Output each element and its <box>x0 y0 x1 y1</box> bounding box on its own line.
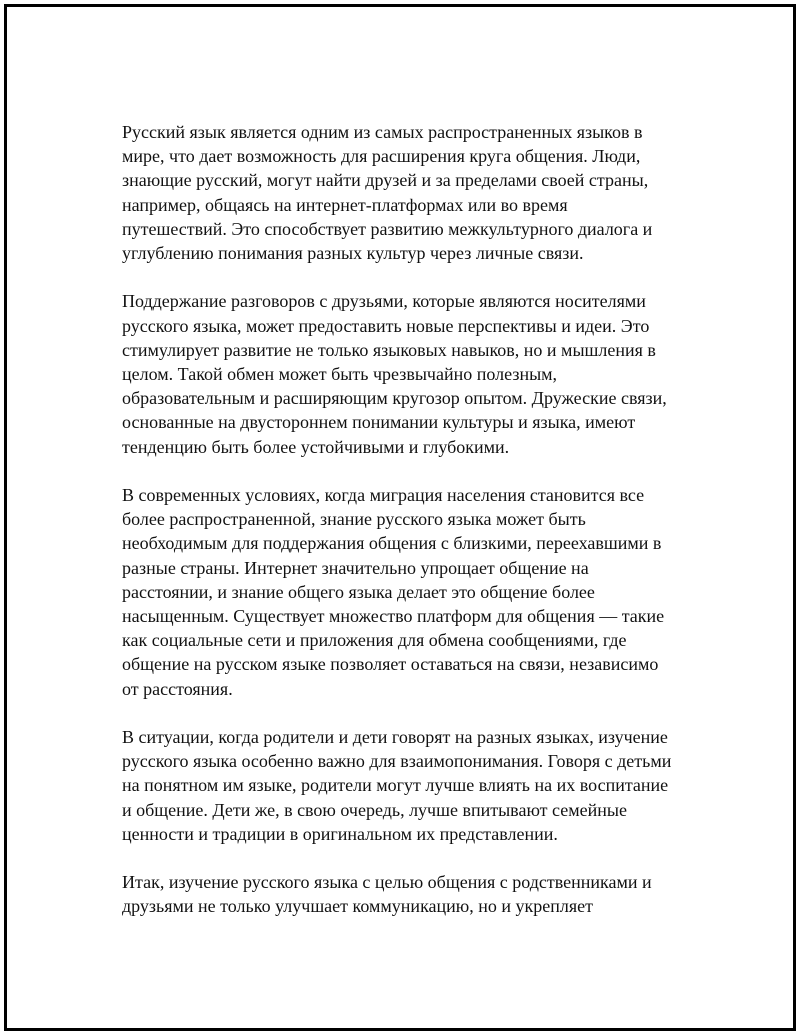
paragraph-line: знающие русский, могут найти друзей и за пределами своей страны, <box>122 170 649 191</box>
paragraph-line: мире, что дает возможность для расширения круга общения. Люди, <box>122 146 641 167</box>
paragraph-line: расстоянии, и знание общего языка делает это общение более <box>122 581 595 602</box>
paragraph-line: друзьями не только улучшает коммуникацию, но и укрепляет <box>122 896 593 917</box>
paragraph-line: насыщенным. Существует множество платформ для общения — такие <box>122 606 665 627</box>
paragraph-line: разные страны. Интернет значительно упрощает общение на <box>122 557 589 578</box>
paragraph-line: путешествий. Это способствует развитию межкультурного диалога и <box>122 218 653 239</box>
paragraph-line: В современных условиях, когда миграция населения становится все <box>122 485 645 506</box>
paragraph-line: общение на русском языке позволяет оставаться на связи, независимо <box>122 654 659 675</box>
paragraph-line: на понятном им языке, родители могут лучше влиять на их воспитание <box>122 775 669 796</box>
paragraph-line: как социальные сети и приложения для обмена сообщениями, где <box>122 630 627 651</box>
paragraph-line: тенденцию быть более устойчивыми и глубокими. <box>122 436 510 457</box>
paragraph-line: Поддержание разговоров с друзьями, которые являются носителями <box>122 291 646 312</box>
paragraph-line: стимулирует развитие не только языковых навыков, но и мышления в <box>122 339 656 360</box>
paragraph-line: например, общаясь на интернет-платформах или во время <box>122 194 568 215</box>
paragraph-line: В ситуации, когда родители и дети говорят на разных языках, изучение <box>122 727 668 748</box>
paragraph-line: углублению понимания разных культур через личные связи. <box>122 243 584 264</box>
paragraph-5 <box>122 870 687 918</box>
paragraph-line: более распространенной, знание русского языка может быть <box>122 509 586 530</box>
paragraph-4 <box>122 725 687 846</box>
paragraph-line: необходимым для поддержания общения с близкими, переехавшими в <box>122 533 662 554</box>
paragraph-2 <box>122 289 687 458</box>
paragraph-line: основанные на двустороннем понимании культуры и языка, имеют <box>122 412 636 433</box>
paragraph-3 <box>122 483 687 701</box>
document-body <box>122 120 687 943</box>
paragraph-line: Русский язык является одним из самых распространенных языков в <box>122 122 643 142</box>
paragraph-line: и общение. Дети же, в свою очередь, лучше впитывают семейные <box>122 799 627 820</box>
paragraph-line: целом. Такой обмен может быть чрезвычайно полезным, <box>122 364 558 385</box>
paragraph-line: русского языка особенно важно для взаимопонимания. Говоря с детьми <box>122 751 672 772</box>
paragraph-line: русского языка, может предоставить новые перспективы и идеи. Это <box>122 315 650 336</box>
paragraph-line: ценности и традиции в оригинальном их представлении. <box>122 823 558 844</box>
paragraph-line: от расстояния. <box>122 678 233 699</box>
paragraph-1 <box>122 120 687 265</box>
paragraph-line: образовательным и расширяющим кругозор опытом. Дружеские связи, <box>122 388 667 409</box>
paragraph-line: Итак, изучение русского языка с целью общения с родственниками и <box>122 872 652 893</box>
document-page <box>4 4 796 1031</box>
